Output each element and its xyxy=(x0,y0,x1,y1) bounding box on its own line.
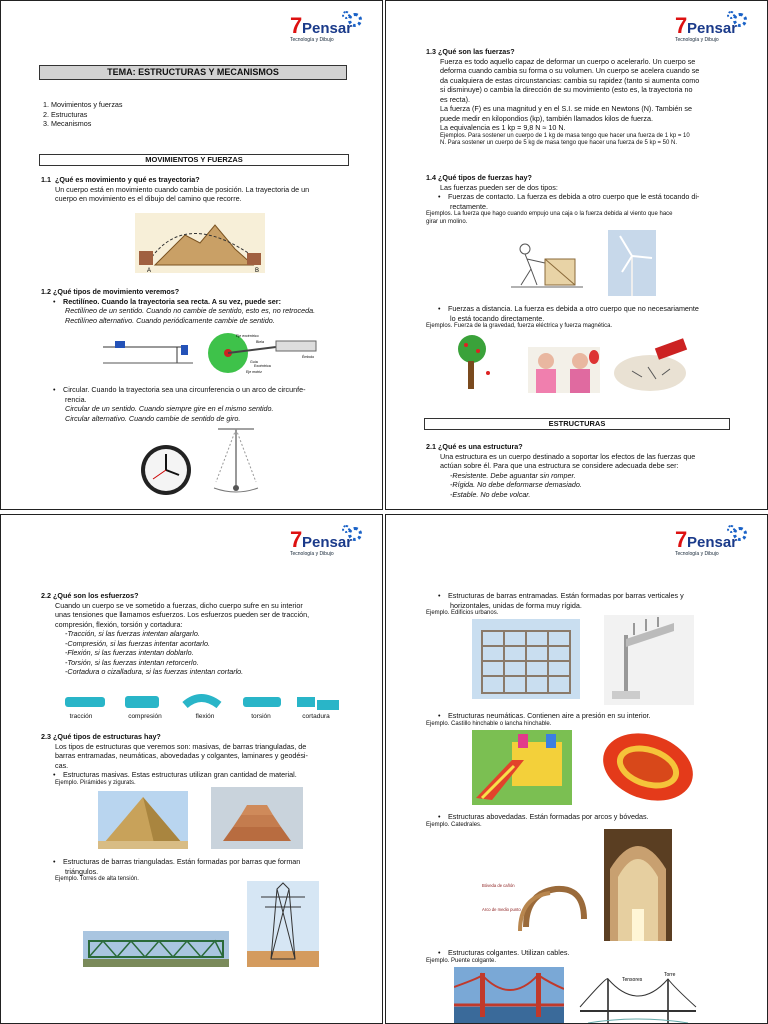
power-tower-photo xyxy=(247,881,319,967)
clock-illustration xyxy=(139,443,193,497)
pushing-box-illustration xyxy=(511,241,583,289)
ziggurat-photo xyxy=(211,787,303,849)
wind-turbine-illustration xyxy=(608,230,656,296)
heading-text: 2.1 ¿Qué es una estructura? xyxy=(426,442,523,451)
bridge-label: Torre xyxy=(664,972,676,978)
logo-seven: 7 xyxy=(675,527,688,552)
section-heading: ESTRUCTURAS xyxy=(424,418,730,430)
mech-label: Eje motriz xyxy=(246,370,262,374)
paragraph-line: Cuando un cuerpo se ve sometido a fuerzas, dicho cuerpo sufre en su interior xyxy=(55,600,303,610)
circular-alternating: Circular alternativo. Cuando cambie de sentido de giro. xyxy=(65,413,241,423)
hanging-line: • Estructuras colgantes. Utilizan cables. xyxy=(426,948,756,958)
example-line: Ejemplos. Para sostener un cuerpo de 1 kg de masa tengo que hacer una fuerza de 1 kp = 10 xyxy=(440,132,690,139)
inflatable-boat-photo xyxy=(596,725,698,809)
circular-line: rencia. xyxy=(65,394,87,404)
vault-label: Arco de medio punto xyxy=(482,907,521,912)
gear-icon xyxy=(727,525,735,533)
gear-icon xyxy=(348,13,362,27)
cathedral-photo xyxy=(604,829,672,941)
golden-gate-photo xyxy=(454,967,564,1024)
crank-mechanism-illustration xyxy=(206,331,326,375)
stress-types-illustration xyxy=(59,691,349,713)
section-1-1 xyxy=(41,175,341,204)
logo-name: Pensar xyxy=(687,20,738,37)
logo-name: Pensar xyxy=(302,534,353,551)
document-page-2 xyxy=(385,0,768,510)
pensar-logo xyxy=(290,527,360,559)
section-2-3 xyxy=(41,732,356,787)
logo-name: Pensar xyxy=(302,20,353,37)
paragraph-line: actúan sobre él. Para que una estructura se considere adecuada debe ser: xyxy=(440,461,679,470)
circular-line: Circular. Cuando la trayectoria sea una circunferencia o un arco de circunfe- xyxy=(63,385,306,394)
stress-caption: cortadura xyxy=(302,713,330,720)
example-line: Ejemplo. Catedrales. xyxy=(426,821,482,828)
distance-forces-text xyxy=(426,304,756,331)
heading-text: 1.4 ¿Qué tipos de fuerzas hay? xyxy=(426,173,532,182)
paragraph-line: Los tipos de estructuras que veremos son: masivas, de barras trianguladas, de xyxy=(55,741,307,751)
toc-item: 2. Estructuras xyxy=(51,110,123,120)
example-line: Ejemplos. La fuerza que hago cuando empujo una caja o la fuerza debida al viento que hace xyxy=(426,211,673,217)
frame-structure-diagram xyxy=(604,615,694,705)
pyramid-photo xyxy=(98,791,188,849)
bouncy-castle-photo xyxy=(472,730,572,805)
logo-tagline: Tecnología y Dibujo xyxy=(675,37,719,43)
framed-line: • Estructuras de barras entramadas. Están formadas por barras verticales y xyxy=(426,591,756,601)
vaulted-line: • Estructuras abovedadas. Están formadas por arcos y bóvedas. xyxy=(426,812,756,822)
bridge-label: Tensores xyxy=(622,977,643,983)
example-line: Ejemplo. Torres de alta tensión. xyxy=(55,876,139,882)
apple-tree-illustration xyxy=(456,333,498,391)
stress-caption: compresión xyxy=(128,713,162,720)
paragraph-line: unas tensiones que llamamos esfuerzos. Los esfuerzos pueden ser de tracción, xyxy=(55,610,310,619)
mech-label: Biela xyxy=(256,340,264,344)
stress-type: -Flexión, si las fuerzas intentan doblarlo. xyxy=(65,648,194,657)
paragraph-line: da cualquiera de estas circunstancias: cambia su rapidez (tanto si aumenta como xyxy=(440,75,700,85)
massive-structure-text: • Estructuras masivas. Estas estructuras utilizan gran cantidad de material. xyxy=(41,770,356,780)
pendulum-illustration xyxy=(206,426,266,496)
gear-icon xyxy=(348,527,362,541)
contact-force-line: rectamente. xyxy=(450,201,488,211)
paragraph-line: cas. xyxy=(55,760,69,770)
stress-caption: flexión xyxy=(195,713,215,720)
pensar-logo xyxy=(675,13,745,45)
gear-icon xyxy=(727,11,735,19)
triangulated-line: triángulos. xyxy=(65,866,99,876)
paragraph-line: La equivalencia es 1 kp = 9,8 N ≈ 10 N. xyxy=(440,123,566,132)
example-line: Ejemplo. Pirámides y zigurats. xyxy=(55,779,136,786)
example-line: Ejemplo. Puente colgante. xyxy=(426,957,497,964)
urban-building-photo xyxy=(472,619,580,699)
gear-icon xyxy=(733,13,747,27)
vaulted-structure-text xyxy=(426,812,756,829)
example-line: Ejemplos. Fuerza de la gravedad, fuerza eléctrica y fuerza magnética. xyxy=(426,323,613,329)
example-line: girar un molino. xyxy=(426,218,468,225)
section-2-2 xyxy=(41,591,356,677)
heading-text: 1.3 ¿Qué son las fuerzas? xyxy=(426,47,515,56)
suspension-bridge-diagram xyxy=(578,967,698,1024)
example-line: N. Para sostener un cuerpo de 5 kg de masa tengo que hacer una fuerza de 5 kp = 50 N. xyxy=(440,140,677,147)
paragraph-line: Fuerza es todo aquello capaz de deformar un cuerpo o acelerarlo. Un cuerpo se xyxy=(440,56,696,66)
framed-line: horizontales, unidas de forma muy rígida. xyxy=(450,600,582,610)
paragraph-line: deforma cuando cambia su forma o su volumen. Un cuerpo se acelera cuando se xyxy=(440,66,700,75)
rigid-text: -Rígida. No debe deformarse demasiado. xyxy=(450,480,582,489)
mech-label: Émbolo xyxy=(302,355,315,359)
page-title: TEMA: ESTRUCTURAS Y MECANISMOS xyxy=(39,65,347,80)
resistant-text: -Resistente. Debe aguantar sin romper. xyxy=(450,470,576,480)
trajectory-illustration xyxy=(135,213,265,273)
triangulated-line: • Estructuras de barras trianguladas. Están formadas por barras que forman xyxy=(41,857,356,867)
paragraph-line: compresión, flexión, torsión y cortadura: xyxy=(55,619,183,629)
section-heading: MOVIMIENTOS Y FUERZAS xyxy=(39,154,349,166)
toc-item: 3. Mecanismos xyxy=(51,119,123,129)
gear-icon xyxy=(342,11,350,19)
pensar-logo xyxy=(675,527,745,559)
vault-label: Bóveda de cañón xyxy=(482,883,515,888)
paragraph-line: cuerpo en movimiento es el dibujo del camino que recorre. xyxy=(55,194,242,203)
section-1-4 xyxy=(426,173,756,227)
heading-text: 1.2 ¿Qué tipos de movimiento veremos? xyxy=(41,287,180,296)
logo-tagline: Tecnología y Dibujo xyxy=(290,551,334,557)
stress-type: -Torsión, si las fuerzas intentan retorcerlo. xyxy=(65,657,199,667)
circular-motion-text xyxy=(41,385,361,423)
logo-seven: 7 xyxy=(675,13,688,38)
truss-bridge-photo xyxy=(83,931,229,967)
section-1-2 xyxy=(41,287,361,325)
stress-type: -Compresión, si las fuerzas intentar acortarlo. xyxy=(65,638,211,648)
table-of-contents xyxy=(25,100,123,129)
mech-label: Guía xyxy=(250,360,258,364)
logo-tagline: Tecnología y Dibujo xyxy=(675,551,719,557)
logo-seven: 7 xyxy=(290,13,303,38)
toc-item: 1. Movimientos y fuerzas xyxy=(51,100,123,110)
pneumatic-structure-text xyxy=(426,711,756,728)
rectilinear-one-way: Rectilíneo de un sentido. Cuando no cambie de sentido, esto es, no retroceda. xyxy=(65,306,316,315)
framed-structure-text xyxy=(426,591,756,618)
paragraph-line: es recta). xyxy=(440,94,470,104)
stress-type: -Cortadura o cizalladura, si las fuerzas intentan cortarlo. xyxy=(65,667,244,676)
heading-number: 1.1 xyxy=(41,175,51,184)
paragraph-line: puede medir en kilopondios (kp), también llamados kilos de fuerza. xyxy=(440,113,653,123)
example-line: Ejemplo. Castillo hinchable o lancha hinchable. xyxy=(426,720,552,727)
example-line: Ejemplo. Edificios urbanos. xyxy=(426,610,499,616)
logo-name: Pensar xyxy=(687,534,738,551)
paragraph-line: barras entramadas, neumáticas, abovedadas y colgantes, laminares y geodési- xyxy=(55,751,308,760)
pneumatic-line: • Estructuras neumáticas. Contienen aire a presión en su interior. xyxy=(426,711,756,721)
section-2-1 xyxy=(426,442,756,499)
pensar-logo xyxy=(290,13,360,45)
paragraph-line: si disminuye) o cambia la dirección de su movimiento (esto es, la trayectoria no xyxy=(440,85,693,94)
rectilinear-illustration xyxy=(101,337,196,365)
circular-one-way: Circular de un sentido. Cuando siempre gire en el mismo sentido. xyxy=(65,404,274,413)
paragraph-line: La fuerza (F) es una magnitud y en el S.I. se mide en Newtons (N). También se xyxy=(440,104,692,113)
paragraph-line: Las fuerzas pueden ser de dos tipos: xyxy=(440,182,558,192)
barrel-vault-diagram xyxy=(480,875,590,933)
balloon-static-illustration xyxy=(528,347,600,393)
contact-force-line: • Fuerzas de contacto. La fuerza es debida a otro cuerpo que le está tocando di- xyxy=(426,192,756,202)
stress-caption: torsión xyxy=(251,713,271,720)
rectilinear-text: Rectilíneo. Cuando la trayectoria sea recta. A su vez, puede ser: xyxy=(63,296,281,306)
point-a-label: A xyxy=(147,268,152,273)
stress-caption: tracción xyxy=(69,713,93,720)
stable-text: -Estable. No debe volcar. xyxy=(450,489,531,499)
heading-text: 2.3 ¿Qué tipos de estructuras hay? xyxy=(41,732,161,741)
document-page-4 xyxy=(385,514,768,1024)
document-page-3 xyxy=(0,514,383,1024)
logo-tagline: Tecnología y Dibujo xyxy=(290,37,334,43)
rectilinear-alternating: Rectilíneo alternativo. Cuando periódicamente cambie de sentido. xyxy=(65,315,275,325)
stress-type: -Tracción, si las fuerzas intentan alargarlo. xyxy=(65,629,200,638)
gear-icon xyxy=(342,525,350,533)
logo-seven: 7 xyxy=(290,527,303,552)
distance-force-line: lo está tocando directamente. xyxy=(450,313,545,323)
gear-icon xyxy=(733,527,747,541)
mech-label: Eje excéntrico xyxy=(236,334,259,338)
mech-label: Excéntrica xyxy=(254,364,271,368)
document-page-1 xyxy=(0,0,383,510)
point-b-label: B xyxy=(255,268,260,273)
distance-force-line: • Fuerzas a distancia. La fuerza es debida a otro cuerpo que no necesariamente xyxy=(426,304,756,314)
paragraph-line: Un cuerpo está en movimiento cuando cambia de posición. La trayectoria de un xyxy=(55,184,310,194)
paragraph-line: Una estructura es un cuerpo destinado a soportar los efectos de las fuerzas que xyxy=(440,451,696,461)
magnet-illustration xyxy=(612,337,698,393)
hanging-structure-text xyxy=(426,948,756,965)
triangulated-structure-text xyxy=(41,857,356,884)
heading-text: 2.2 ¿Qué son los esfuerzos? xyxy=(41,591,139,600)
heading-text: ¿Qué es movimiento y qué es trayectoria? xyxy=(55,175,200,184)
section-1-3 xyxy=(426,47,756,148)
